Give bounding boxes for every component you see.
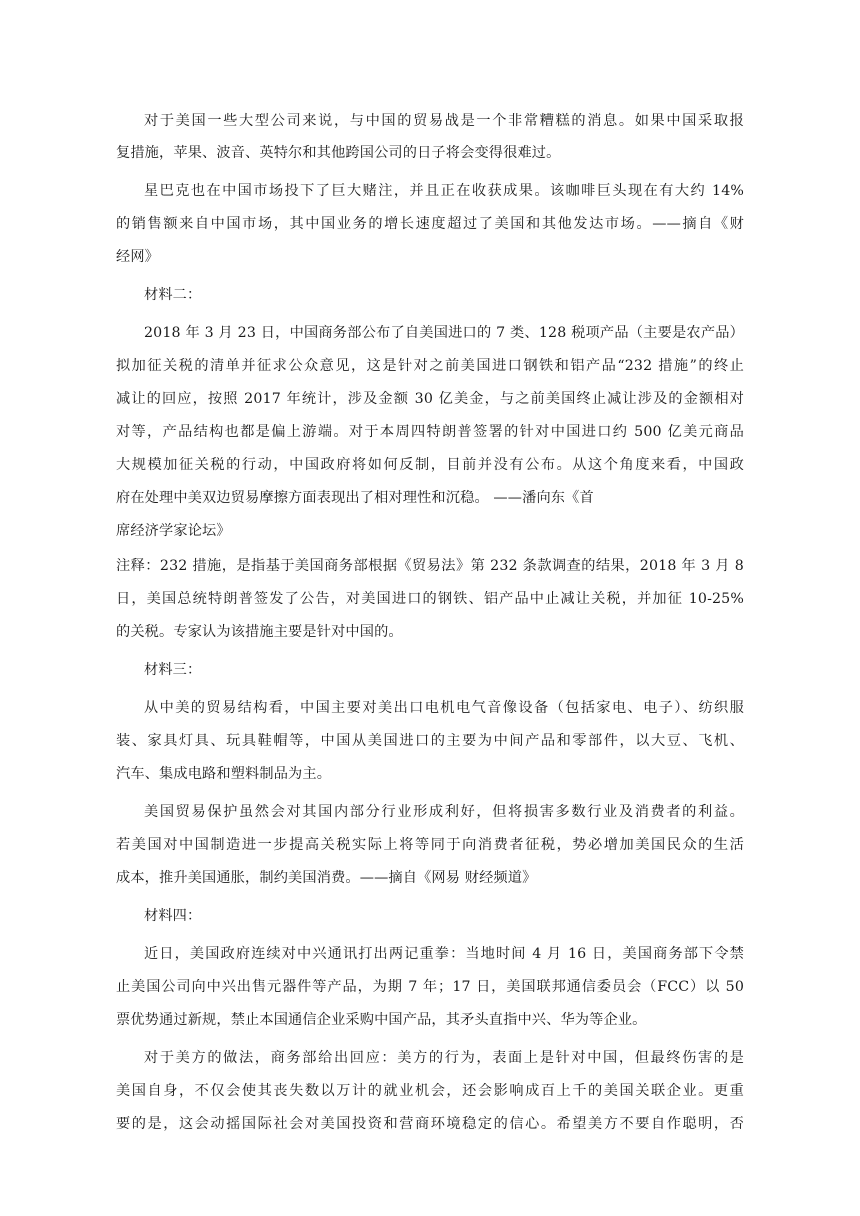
paragraph-line: 的销售额来自中国市场，其中国业务的增长速度超过了美国和其他发达市场。——摘自《财 — [116, 216, 744, 232]
paragraph-line: 票优势通过新规，禁止本国通信企业采购中国产品，其矛头直指中兴、华为等企业。 — [116, 1012, 647, 1028]
paragraph-line: 装、家具灯具、玩具鞋帽等，中国从美国进口的主要为中间产品和零部件，以大豆、飞机、 — [116, 733, 744, 749]
paragraph-line: 若美国对中国制造进一步提高关税实际上将等同于向消费者征税，势必增加美国民众的生活 — [116, 837, 744, 853]
paragraph-line: 对等，产品结构也都是偏上游端。对于本周四特朗普签署的针对中国进口约 500 亿美元商品 — [116, 424, 744, 440]
paragraph-line: 拟加征关税的清单并征求公众意见，这是针对之前美国进口钢铁和铝产品“232 措施”的终止 — [116, 358, 744, 374]
paragraph-line: 席经济学家论坛》 — [116, 523, 231, 539]
paragraph-line: 要的是，这会动摇国际社会对美国投资和营商环境稳定的信心。希望美方不要自作聪明，否 — [116, 1116, 744, 1132]
note-line: 的关税。专家认为该措施主要是针对中国的。 — [116, 624, 403, 640]
paragraph-line: 星巴克也在中国市场投下了巨大赌注，并且正在收获成果。该咖啡巨头现在有大约 14% — [144, 183, 744, 199]
paragraph-line: 大规模加征关税的行动，中国政府将如何反制，目前并没有公布。从这个角度来看，中国政 — [116, 457, 744, 473]
paragraph-line: 美国自身，不仅会使其丧失数以万计的就业机会，还会影响成百上千的美国关联企业。更重 — [116, 1083, 744, 1099]
paragraph-line: 经网》 — [116, 249, 160, 265]
paragraph-line: 汽车、集成电路和塑料制品为主。 — [116, 766, 332, 782]
section-heading: 材料四： — [144, 908, 202, 924]
paragraph-line: 成本，推升美国通胀，制约美国消费。——摘自《网易 财经频道》 — [116, 870, 537, 886]
paragraph-line: 对于美国一些大型公司来说，与中国的贸易战是一个非常糟糕的消息。如果中国采取报 — [144, 113, 744, 129]
section-heading: 材料三： — [144, 662, 202, 678]
section-heading: 材料二： — [144, 287, 202, 303]
paragraph-line: 美国贸易保护虽然会对其国内部分行业形成利好，但将损害多数行业及消费者的利益。 — [144, 804, 744, 820]
note-line: 注释：232 措施，是指基于美国商务部根据《贸易法》第 232 条款调查的结果，2018 年 3 月 8 — [116, 558, 744, 574]
paragraph-line: 止美国公司向中兴出售元器件等产品，为期 7 年；17 日，美国联邦通信委员会（FCC）以 50 — [116, 979, 744, 995]
paragraph-line: 从中美的贸易结构看，中国主要对美出口电机电气音像设备（包括家电、电子）、纺织服 — [144, 700, 744, 716]
note-line: 日，美国总统特朗普签发了公告，对美国进口的钢铁、铝产品中止减让关税，并加征 10-25% — [116, 591, 744, 607]
paragraph-line: 2018 年 3 月 23 日，中国商务部公布了自美国进口的 7 类、128 税项产品（主要是农产品） — [144, 325, 744, 341]
paragraph-line: 复措施，苹果、波音、英特尔和其他跨国公司的日子将会变得很难过。 — [116, 145, 561, 161]
paragraph-line: 近日，美国政府连续对中兴通讯打出两记重拳：当地时间 4 月 16 日，美国商务部下令禁 — [144, 946, 744, 962]
paragraph-line: 府在处理中美双边贸易摩擦方面表现出了相对理性和沉稳。 ——潘向东《首 — [116, 490, 594, 506]
paragraph-line: 减让的回应，按照 2017 年统计，涉及金额 30 亿美金，与之前美国终止减让涉及的金额相对 — [116, 391, 744, 407]
paragraph-line: 对于美方的做法，商务部给出回应：美方的行为，表面上是针对中国，但最终伤害的是 — [144, 1050, 744, 1066]
